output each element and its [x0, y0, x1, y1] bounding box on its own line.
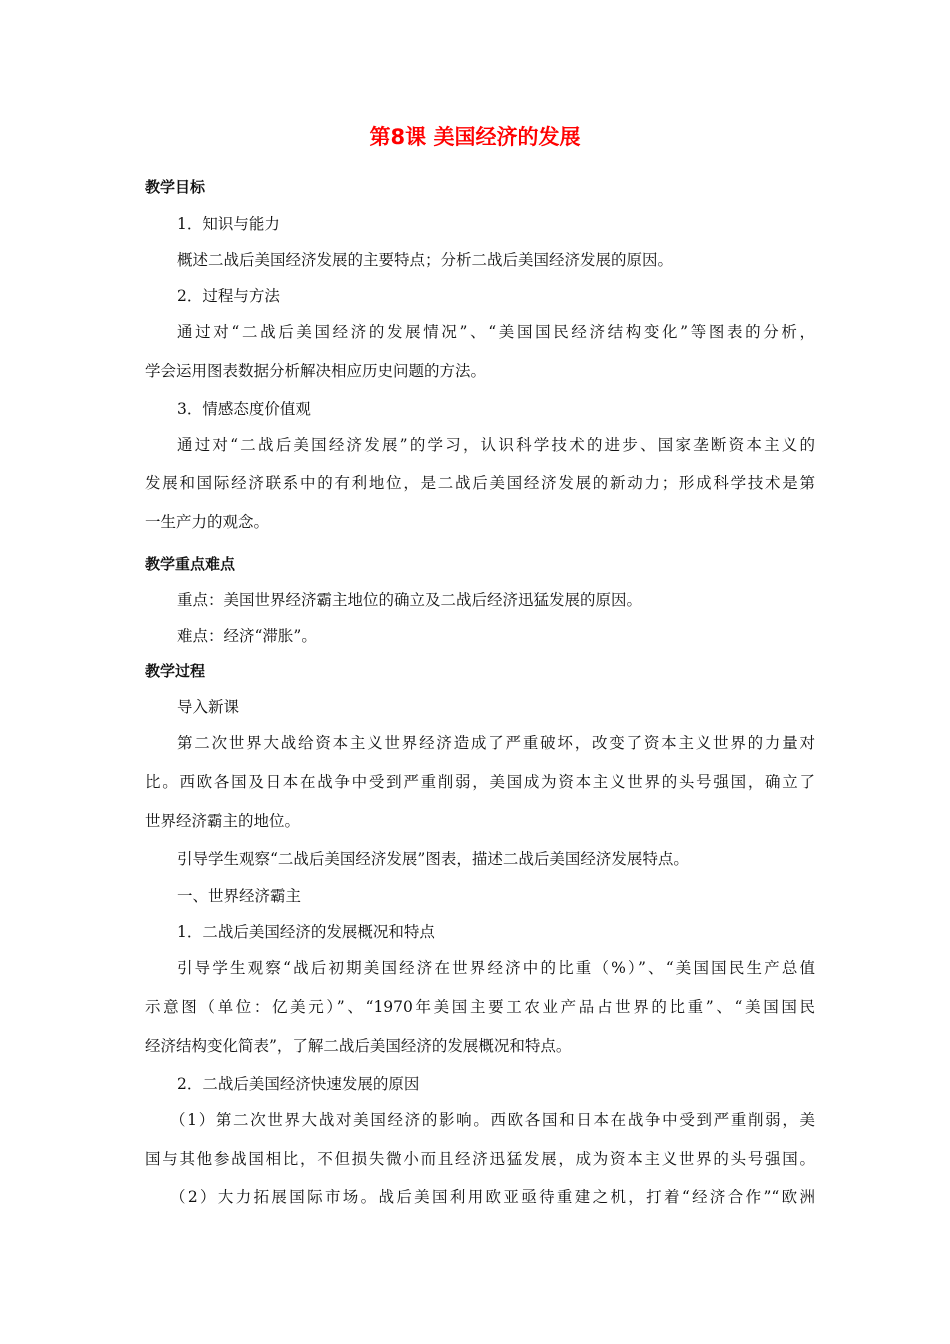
paragraph-line: 国与其他参战国相比，不但损失微小而且经济迅猛发展，成为资本主义世界的头号强国。 [145, 1150, 815, 1168]
paragraph-line: 2．过程与方法 [177, 287, 280, 305]
paragraph-line: 一生产力的观念。 [145, 513, 270, 531]
paragraph-line: 1．二战后美国经济的发展概况和特点 [177, 923, 435, 941]
paragraph-line: 示意图（单位：亿美元）”、“1970年美国主要工农业产品占世界的比重”、“美国国民 [145, 998, 815, 1016]
page-title: 第8课 美国经济的发展 [369, 125, 581, 149]
paragraph-line: 1．知识与能力 [177, 215, 280, 233]
paragraph-line: 经济结构变化简表”，了解二战后美国经济的发展概况和特点。 [145, 1037, 572, 1055]
paragraph-line: （1）第二次世界大战对美国经济的影响。西欧各国和日本在战争中受到严重削弱，美 [170, 1111, 815, 1129]
paragraph-line: 引导学生观察“二战后美国经济发展”图表，描述二战后美国经济发展特点。 [177, 850, 689, 868]
section-heading-objectives: 教学目标 [145, 178, 206, 196]
paragraph-line: 发展和国际经济联系中的有利地位，是二战后美国经济发展的新动力；形成科学技术是第 [145, 474, 815, 492]
paragraph-line: 一、世界经济霸主 [177, 887, 302, 905]
paragraph-line: 导入新课 [177, 698, 240, 716]
paragraph-line: 难点：经济“滞胀”。 [177, 627, 317, 645]
paragraph-line: （2）大力拓展国际市场。战后美国利用欧亚亟待重建之机，打着“经济合作”“欧洲 [170, 1188, 815, 1206]
paragraph-line: 比。西欧各国及日本在战争中受到严重削弱，美国成为资本主义世界的头号强国，确立了 [145, 773, 815, 791]
section-heading-process: 教学过程 [145, 662, 206, 680]
section-heading-key-points: 教学重点难点 [145, 555, 236, 573]
paragraph-line: 通过对“二战后美国经济发展”的学习，认识科学技术的进步、国家垄断资本主义的 [177, 436, 815, 454]
paragraph-line: 世界经济霸主的地位。 [145, 812, 301, 830]
paragraph-line: 概述二战后美国经济发展的主要特点；分析二战后美国经济发展的原因。 [177, 251, 674, 269]
paragraph-line: 第二次世界大战给资本主义世界经济造成了严重破坏，改变了资本主义世界的力量对 [177, 734, 815, 752]
paragraph-line: 重点：美国世界经济霸主地位的确立及二战后经济迅猛发展的原因。 [177, 591, 643, 609]
paragraph-line: 引导学生观察“战后初期美国经济在世界经济中的比重（%）”、“美国国民生产总值 [177, 959, 815, 977]
paragraph-line: 学会运用图表数据分析解决相应历史问题的方法。 [145, 362, 487, 380]
paragraph-line: 通过对“二战后美国经济的发展情况”、“美国国民经济结构变化”等图表的分析， [177, 323, 815, 341]
paragraph-line: 3．情感态度价值观 [177, 400, 311, 418]
paragraph-line: 2．二战后美国经济快速发展的原因 [177, 1075, 420, 1093]
